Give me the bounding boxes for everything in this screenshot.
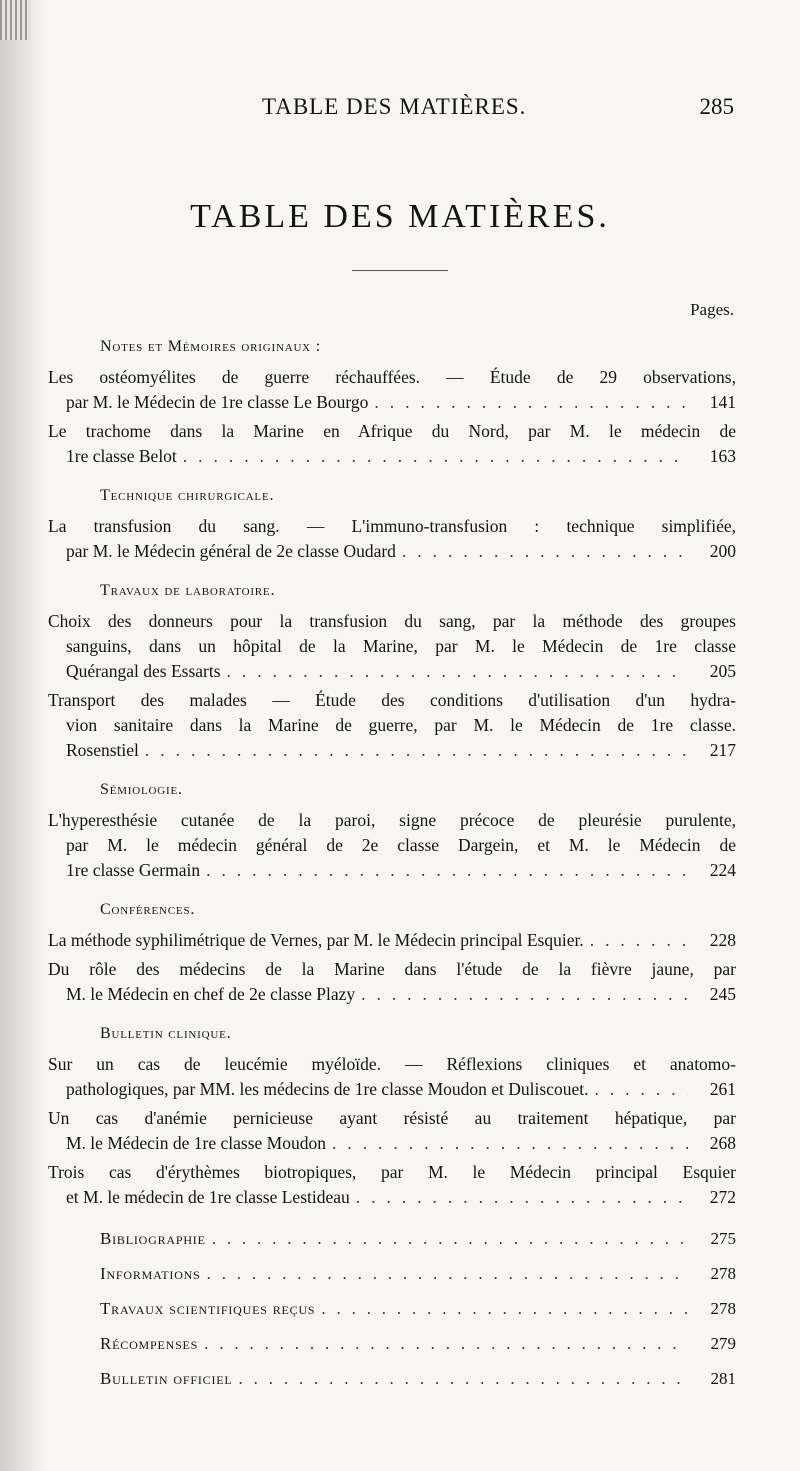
misc-sections bbox=[48, 1226, 736, 1391]
entry-text-line: Trois cas d'érythèmes biotropiques, par M. le Médecin principal Esquier bbox=[48, 1162, 736, 1182]
entry-author-text: par M. le Médecin général de 2e classe Oudard bbox=[66, 541, 396, 561]
misc-section-label: Travaux scientifiques reçus bbox=[100, 1299, 316, 1318]
toc-entry bbox=[48, 688, 736, 763]
entry-text-line: Choix des donneurs pour la transfusion du sang, par la méthode des groupes bbox=[48, 611, 736, 631]
section-heading: Technique chirurgicale. bbox=[100, 487, 275, 504]
entry-author-text: 1re classe Belot bbox=[66, 446, 177, 466]
entry-author-text: Rosenstiel bbox=[66, 740, 139, 760]
toc-entry bbox=[48, 419, 736, 469]
dot-leader bbox=[227, 659, 688, 684]
dot-leader bbox=[361, 982, 688, 1007]
entry-final-line bbox=[48, 1131, 736, 1156]
dot-leader bbox=[239, 1366, 688, 1391]
toc-entry bbox=[48, 808, 736, 883]
misc-section-page: 281 bbox=[710, 1369, 736, 1388]
entry-text-line: par M. le médecin général de 2e classe Dargein, et M. le Médecin de bbox=[66, 835, 736, 855]
page-title: TABLE DES MATIÈRES. bbox=[190, 198, 610, 235]
dot-leader bbox=[212, 1226, 688, 1251]
entry-page-number: 205 bbox=[709, 661, 736, 681]
entry-page-number: 272 bbox=[709, 1187, 736, 1207]
toc-section bbox=[48, 336, 736, 469]
dot-leader bbox=[594, 1077, 688, 1102]
dot-leader bbox=[183, 444, 688, 469]
misc-section-label: Bibliographie bbox=[100, 1229, 206, 1248]
toc-entry bbox=[48, 1052, 736, 1102]
entry-author-text: et M. le médecin de 1re classe Lestideau bbox=[66, 1187, 350, 1207]
dot-leader bbox=[145, 738, 688, 763]
toc-entry bbox=[48, 1160, 736, 1210]
toc-entry bbox=[48, 957, 736, 1007]
section-heading: Séміologie. bbox=[100, 781, 183, 798]
misc-section-entry bbox=[100, 1296, 736, 1321]
section-heading: Bulletin clinique. bbox=[100, 1025, 232, 1042]
table-of-contents bbox=[48, 336, 736, 1401]
misc-section-label: Informations bbox=[100, 1264, 201, 1283]
dot-leader bbox=[590, 928, 688, 953]
misc-section-entry bbox=[100, 1331, 736, 1356]
entry-page-number: 224 bbox=[709, 860, 736, 880]
entry-text-line: La transfusion du sang. — L'immuno-transfusion : technique simplifiée, bbox=[48, 516, 736, 536]
misc-section-page: 278 bbox=[710, 1299, 736, 1318]
entry-author-text: pathologiques, par MM. les médecins de 1re classe Moudon et Duliscouet. bbox=[66, 1079, 589, 1099]
dot-leader bbox=[402, 539, 688, 564]
entry-text-line: Les ostéomyélites de guerre réchauffées. — Étude de 29 observations, bbox=[48, 367, 736, 387]
entry-author-text: M. le Médecin de 1re classe Moudon bbox=[66, 1133, 326, 1153]
entry-page-number: 268 bbox=[709, 1133, 736, 1153]
dot-leader bbox=[321, 1296, 688, 1321]
entry-page-number: 163 bbox=[709, 446, 736, 466]
dot-leader bbox=[374, 390, 688, 415]
entry-final-line bbox=[48, 928, 736, 953]
toc-section bbox=[48, 779, 736, 883]
toc-entry bbox=[48, 1106, 736, 1156]
entry-text-line: vion sanitaire dans la Marine de guerre, par M. le Médecin de 1re classe. bbox=[66, 715, 736, 735]
dot-leader bbox=[356, 1185, 688, 1210]
entry-final-line bbox=[48, 738, 736, 763]
misc-section-label: Récompenses bbox=[100, 1334, 199, 1353]
section-heading: Conférences. bbox=[100, 901, 196, 918]
toc-section bbox=[48, 485, 736, 564]
entry-text-line: Sur un cas de leucémie myéloïde. — Réflexions cliniques et anatomo- bbox=[48, 1054, 736, 1074]
entry-page-number: 261 bbox=[709, 1079, 736, 1099]
toc-section bbox=[48, 580, 736, 763]
misc-section-page: 275 bbox=[710, 1229, 736, 1248]
entry-page-number: 228 bbox=[709, 930, 736, 950]
dot-leader bbox=[207, 1261, 688, 1286]
entry-page-number: 245 bbox=[709, 984, 736, 1004]
entry-text-line: Le trachome dans la Marine en Afrique du Nord, par M. le médecin de bbox=[48, 421, 736, 441]
entry-author-text: 1re classe Germain bbox=[66, 860, 201, 880]
entry-text-line: sanguins, dans un hôpital de la Marine, par M. le Médecin de 1re classe bbox=[66, 636, 736, 656]
entry-author-text: Quérangal des Essarts bbox=[66, 661, 221, 681]
misc-section-page: 278 bbox=[710, 1264, 736, 1283]
entry-final-line bbox=[48, 444, 736, 469]
misc-section-page: 279 bbox=[710, 1334, 736, 1353]
pages-column-label: Pages. bbox=[690, 300, 734, 319]
entry-final-line bbox=[48, 982, 736, 1007]
entry-final-line bbox=[48, 659, 736, 684]
toc-entry bbox=[48, 928, 736, 953]
entry-final-line bbox=[48, 539, 736, 564]
misc-section-label: Bulletin officiel bbox=[100, 1369, 233, 1388]
entry-final-line bbox=[48, 1185, 736, 1210]
misc-section-entry bbox=[100, 1366, 736, 1391]
entry-page-number: 200 bbox=[709, 541, 736, 561]
dot-leader bbox=[204, 1331, 688, 1356]
entry-text-line: Du rôle des médecins de la Marine dans l'étude de la fièvre jaune, par bbox=[48, 959, 736, 979]
entry-final-line bbox=[48, 858, 736, 883]
section-heading: Notes et Mémoires originaux : bbox=[100, 338, 321, 355]
entry-final-line bbox=[48, 1077, 736, 1102]
title-divider bbox=[352, 270, 448, 271]
toc-entry bbox=[48, 514, 736, 564]
toc-section bbox=[48, 899, 736, 1007]
entry-text-line: L'hyperesthésie cutanée de la paroi, signe précoce de pleurésie purulente, bbox=[48, 810, 736, 830]
toc-entry bbox=[48, 365, 736, 415]
toc-entry bbox=[48, 609, 736, 684]
page-number: 285 bbox=[699, 94, 734, 119]
entry-author-text: par M. le Médecin de 1re classe Le Bourgo bbox=[66, 392, 369, 412]
entry-page-number: 217 bbox=[709, 740, 736, 760]
dot-leader bbox=[206, 858, 688, 883]
entry-page-number: 141 bbox=[709, 392, 736, 412]
entry-final-line bbox=[48, 390, 736, 415]
section-heading: Travaux de laboratoire. bbox=[100, 582, 276, 599]
misc-section-entry bbox=[100, 1226, 736, 1251]
toc-section bbox=[48, 1023, 736, 1210]
running-header bbox=[0, 94, 800, 130]
entry-author-text: M. le Médecin en chef de 2e classe Plazy bbox=[66, 984, 356, 1004]
entry-text-line: Transport des malades — Étude des conditions d'utilisation d'un hydra- bbox=[48, 690, 736, 710]
entry-text-line: Un cas d'anémie pernicieuse ayant résisté au traitement hépatique, par bbox=[48, 1108, 736, 1128]
misc-section-entry bbox=[100, 1261, 736, 1286]
running-title: TABLE DES MATIÈRES. bbox=[262, 94, 527, 119]
page-scan-corner bbox=[0, 0, 30, 40]
dot-leader bbox=[332, 1131, 688, 1156]
entry-author-text: La méthode syphilimétrique de Vernes, par M. le Médecin principal Esquier. bbox=[48, 930, 584, 950]
